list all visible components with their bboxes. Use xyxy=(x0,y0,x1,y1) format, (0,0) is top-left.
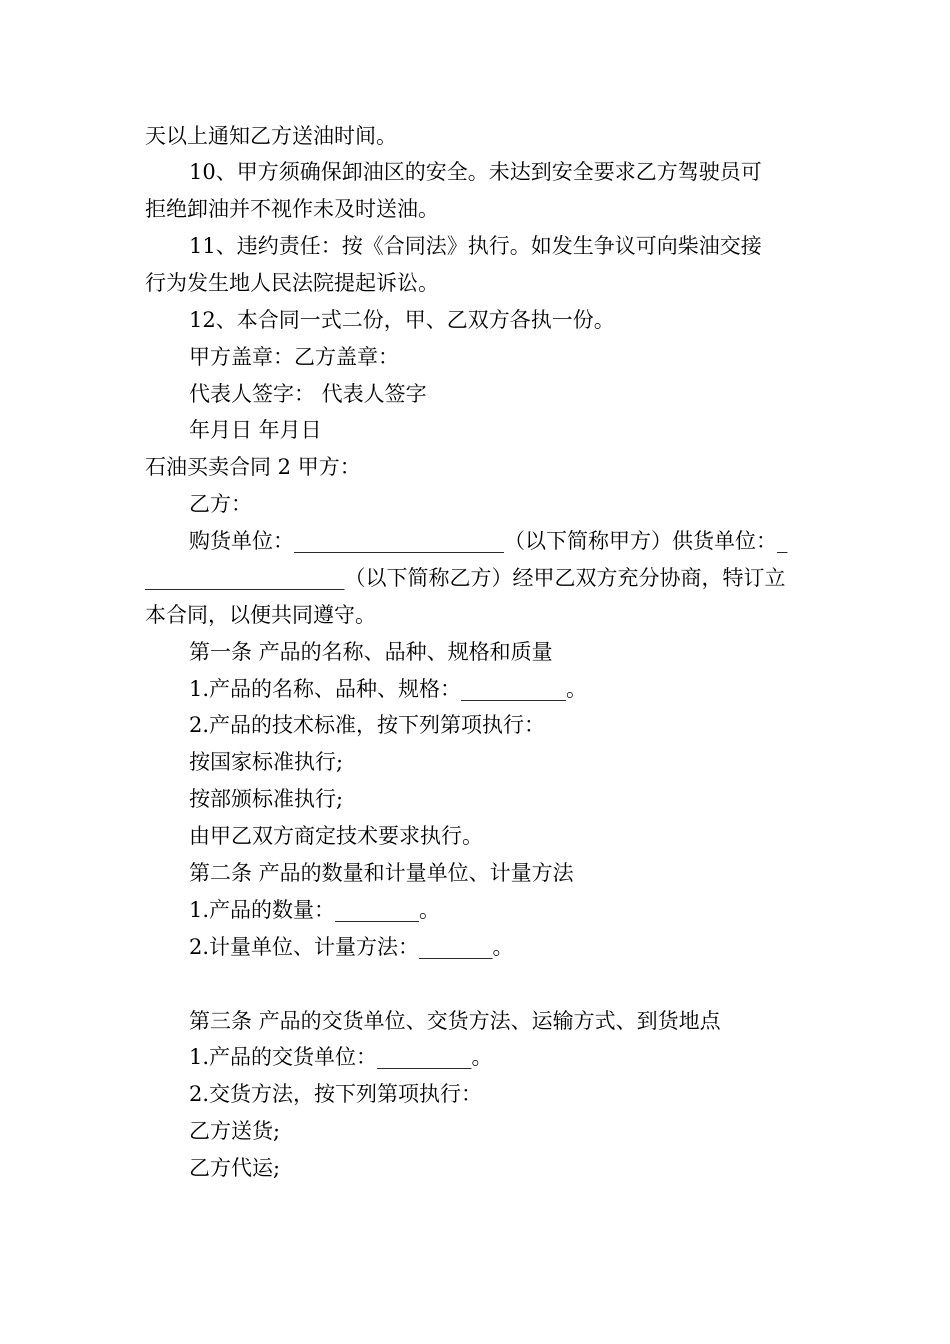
text-line: 1.产品的交货单位：_________。 xyxy=(189,1045,493,1069)
text-line: 乙方： xyxy=(189,492,252,516)
text-line: 第三条 产品的交货单位、交货方法、运输方式、到货地点 xyxy=(189,1009,721,1033)
text-line: 甲方盖章：乙方盖章： xyxy=(189,345,399,369)
text-line: 1.产品的数量：________。 xyxy=(189,898,441,922)
text-line: 2.交货方法，按下列第项执行： xyxy=(189,1082,483,1106)
text-line: 2.计量单位、计量方法：_______。 xyxy=(189,935,514,959)
text-line: 12、本合同一式二份，甲、乙双方各执一份。 xyxy=(189,308,615,332)
text-line: 11、违约责任：按《合同法》执行。如发生争议可向柴油交接 xyxy=(189,234,762,258)
text-line: 2.产品的技术标准，按下列第项执行： xyxy=(189,713,546,737)
text-line: 乙方送货; xyxy=(189,1119,281,1143)
text-line: ___________________（以下简称乙方）经甲乙双方充分协商，特订立 xyxy=(145,566,786,590)
text-line: 第二条 产品的数量和计量单位、计量方法 xyxy=(189,861,574,885)
text-line: 本合同，以便共同遵守。 xyxy=(145,603,376,627)
text-line: 购货单位：____________________（以下简称甲方）供货单位：_ xyxy=(189,529,788,553)
text-line: 天以上通知乙方送油时间。 xyxy=(145,124,397,148)
text-line: 1.产品的名称、品种、规格：__________。 xyxy=(189,677,588,701)
text-line: 按部颁标准执行; xyxy=(189,787,344,811)
text-line: 行为发生地人民法院提起诉讼。 xyxy=(145,271,439,295)
text-line: 10、甲方须确保卸油区的安全。未达到安全要求乙方驾驶员可 xyxy=(189,160,762,184)
text-line: 乙方代运; xyxy=(189,1156,281,1180)
text-line: 石油买卖合同 2 甲方： xyxy=(145,455,361,479)
text-line: 年月日 年月日 xyxy=(189,418,322,442)
text-line: 由甲乙双方商定技术要求执行。 xyxy=(189,824,483,848)
text-line: 按国家标准执行; xyxy=(189,750,344,774)
text-line: 代表人签字： 代表人签字 xyxy=(189,382,427,406)
text-line: 第一条 产品的名称、品种、规格和质量 xyxy=(189,640,553,664)
text-line: 拒绝卸油并不视作未及时送油。 xyxy=(145,197,439,221)
